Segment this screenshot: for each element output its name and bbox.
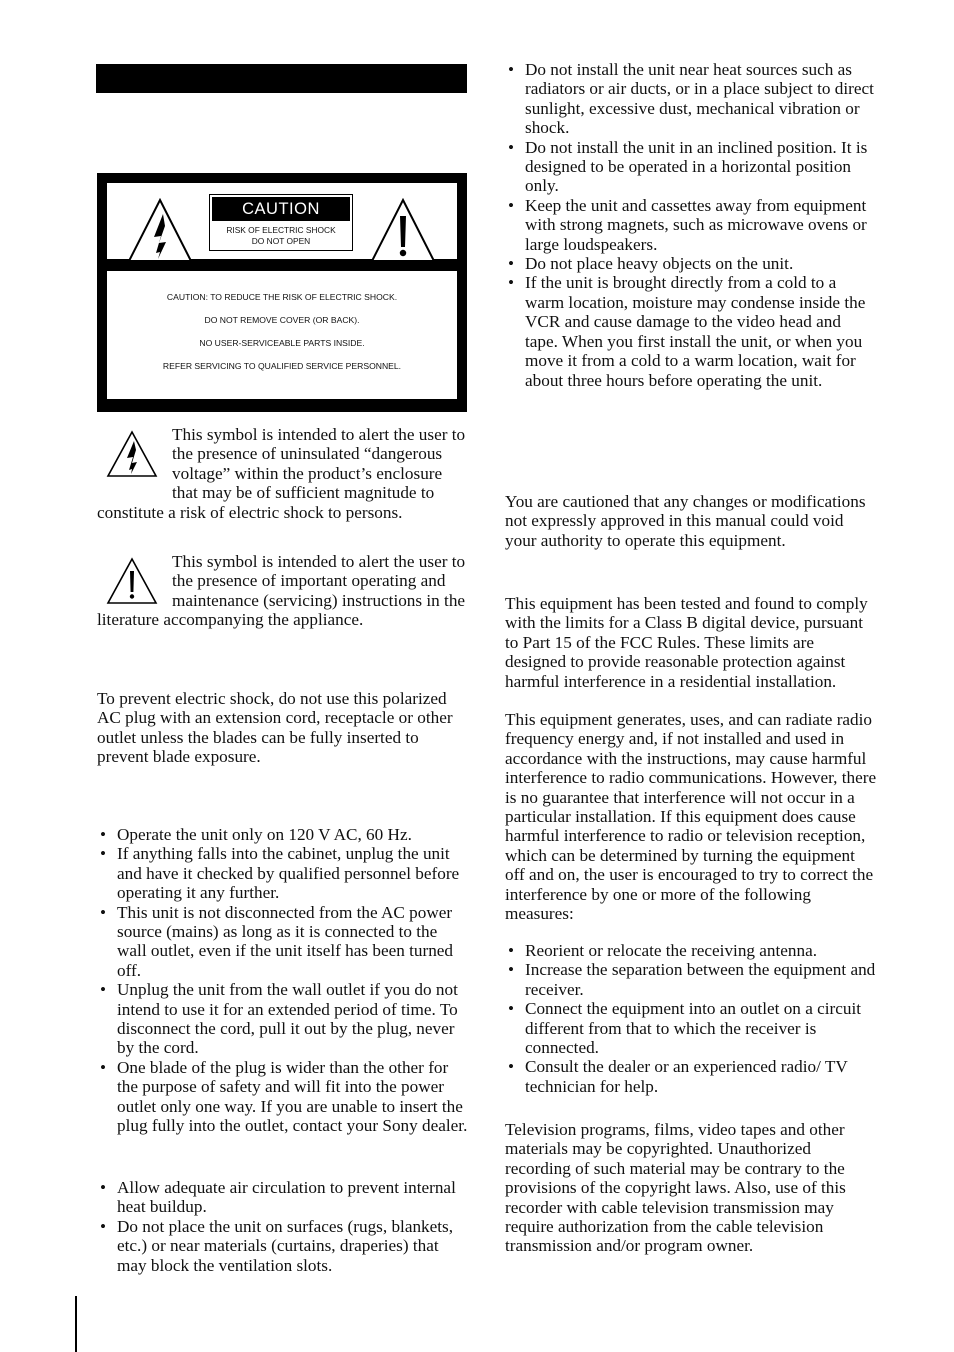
fcc-measures-list [506,941,876,1096]
list-item: • If anything falls into the cabinet, unplug the unit and have it checked by qualified personnel before operating it any further. [98,844,468,902]
fcc-paragraph-1: This equipment has been tested and found to comply with the limits for a Class B digital device, pursuant to Part 15 of the FCC Rules. These limits are designed to provide reasonable protection against harmful interference in a residential installation. [505,594,868,691]
symbol1-description: This symbol is intended to alert the user to the presence of uninsulated “dangerous voltage” within the product’s enclosure that may be of sufficient magnitude to constitute a risk of electric shock to persons. [97,425,466,522]
install-bullet-list-left [98,1178,468,1275]
symbol2-description: This symbol is intended to alert the user to the presence of important operating and maintenance (servicing) instructions in the literature accompanying the appliance. [97,552,466,630]
page-edge-rule [75,1296,77,1352]
caution-label [97,173,467,412]
exclamation-warning-icon [370,198,436,264]
list-item: • Reorient or relocate the receiving antenna. [506,941,876,960]
list-item: • This unit is not disconnected from the AC power source (mains) as long as it is connected to the wall outlet, even if the unit itself has been turned off. [98,903,468,981]
lightning-warning-icon [127,198,193,264]
list-item: • Do not place the unit on surfaces (rugs, blankets, etc.) or near materials (curtains, draperies) that may block the ventilation slots. [98,1217,468,1275]
caution-line-1: CAUTION: TO REDUCE THE RISK OF ELECTRIC SHOCK. [166,292,398,302]
polarized-plug-paragraph: To prevent electric shock, do not use this polarized AC plug with an extension cord, receptacle or other outlet unless the blades can be fully inserted to prevent blade exposure. [97,689,453,767]
copyright-paragraph: Television programs, films, video tapes and other materials may be copyrighted. Unauthorized recording of such material may be contrary to the provisions of the copyright laws. Also, use of this recorder with cable television transmission may require authorization from the cable television transmission and/or program owner. [505,1120,846,1256]
list-item: • Do not place heavy objects on the unit. [506,254,876,273]
fcc-paragraph-2: This equipment generates, uses, and can radiate radio frequency energy and, if not installed and used in accordance with the instructions, may cause harmful interference to radio communications. However, there is no guarantee that interference will not occur in a particular installation. If this equipment does cause harmful interference to radio or television reception, which can be determined by turning the equipment off and on, the user is encouraged to try to correct the interference by one or more of the following measures: [505,710,877,924]
list-item: • Do not install the unit near heat sources such as radiators or air ducts, or in a place subject to direct sunlight, excessive dust, mechanical vibration or shock. [506,60,876,138]
list-item: • Do not install the unit in an inclined position. It is designed to be operated in a horizontal position only. [506,138,876,196]
caution-label-bottom-panel [107,271,457,399]
section-header-bar [96,64,467,93]
list-item: • If the unit is brought directly from a cold to a warm location, moisture may condense inside the VCR and cause damage to the video head and tape. When you first install the unit, or when you move it from a cold to a warm location, wait for about three hours before operating the unit. [506,273,876,389]
caution-subtitle-2: DO NOT OPEN [251,235,311,246]
caution-title: CAUTION [212,197,350,221]
list-item: • Connect the equipment into an outlet on a circuit different from that to which the receiver is connected. [506,999,876,1057]
caution-box [209,194,353,251]
list-item: • Keep the unit and cassettes away from equipment with strong magnets, such as microwave ovens or large loudspeakers. [506,196,876,254]
power-bullet-list [98,825,468,1136]
install-bullet-list-right [506,60,876,390]
caution-line-3: NO USER-SERVICEABLE PARTS INSIDE. [199,338,365,348]
list-item: • Unplug the unit from the wall outlet if you do not intend to use it for an extended period of time. To disconnect the cord, pull it out by the plug, never by the cord. [98,980,468,1058]
modification-caution-paragraph: You are cautioned that any changes or modifications not expressly approved in this manual could void your authority to operate this equipment. [505,492,866,550]
caution-line-4: REFER SERVICING TO QUALIFIED SERVICE PERSONNEL. [162,361,402,371]
list-item: • One blade of the plug is wider than the other for the purpose of safety and will fit into the power outlet only one way. If you are unable to insert the plug fully into the outlet, contact your Sony dealer. [98,1058,468,1136]
caution-label-top-panel [107,183,457,259]
list-item: • Operate the unit only on 120 V AC, 60 Hz. [98,825,468,844]
list-item: • Increase the separation between the equipment and receiver. [506,960,876,999]
caution-line-2: DO NOT REMOVE COVER (OR BACK). [204,315,360,325]
caution-subtitle-1: RISK OF ELECTRIC SHOCK [226,225,336,235]
list-item: • Consult the dealer or an experienced radio/ TV technician for help. [506,1057,876,1096]
list-item: • Allow adequate air circulation to prevent internal heat buildup. [98,1178,468,1217]
